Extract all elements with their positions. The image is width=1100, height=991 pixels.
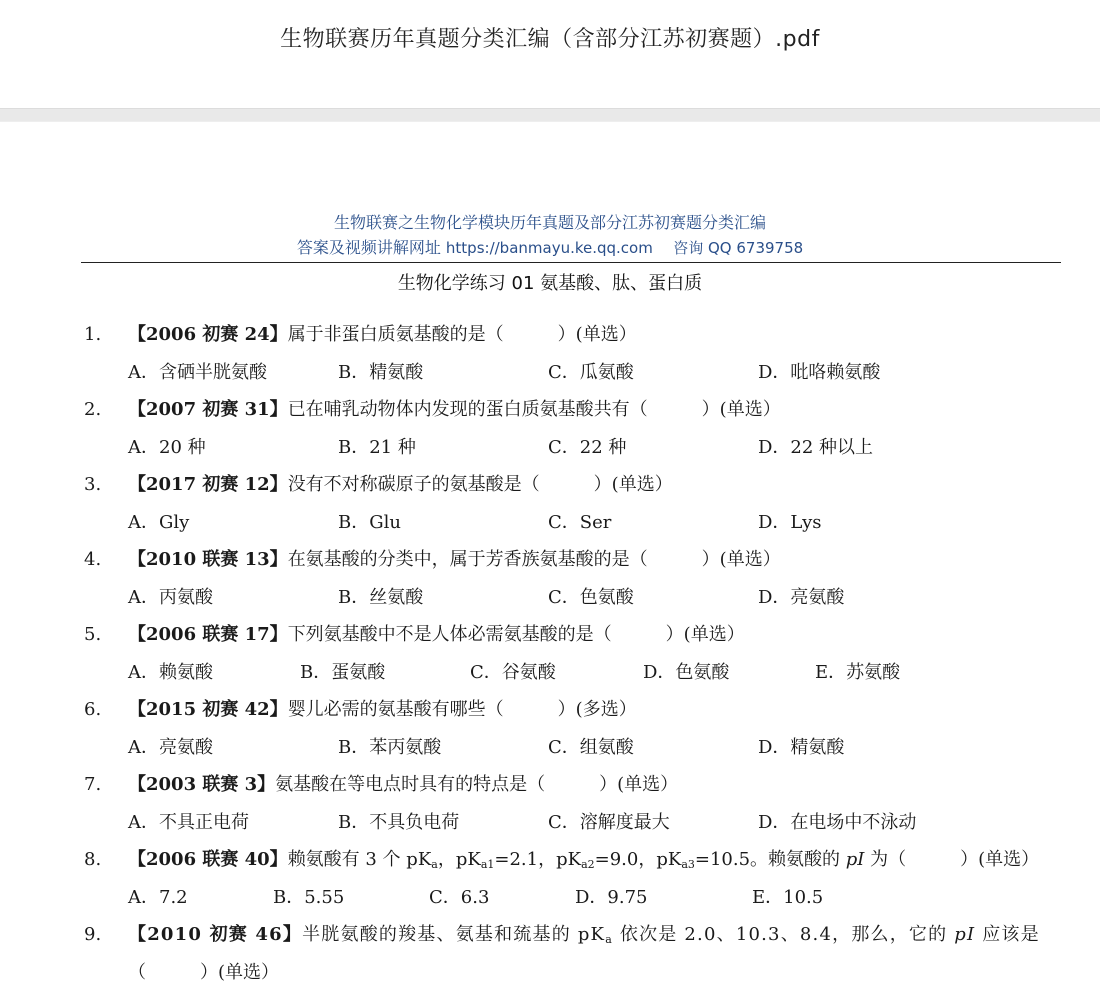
- question-list: [0, 316, 1100, 991]
- viewer-header: [0, 0, 1100, 108]
- option-c: C．6.3: [429, 879, 489, 917]
- pdf-page: [0, 122, 1100, 990]
- header-line-1: 生物联赛之生物化学模块历年真题及部分江苏初赛题分类汇编: [0, 210, 1100, 236]
- question-8: [0, 841, 1100, 916]
- header-contact: 咨询 QQ 6739758: [673, 239, 803, 257]
- option-e: E．10.5: [752, 879, 823, 917]
- option-c: C．Ser: [548, 504, 611, 542]
- option-c: C．22 种: [548, 429, 626, 467]
- option-a: A．不具正电荷: [128, 804, 249, 842]
- question-tag: 【2006 联赛 17】: [128, 624, 288, 645]
- question-9: [0, 916, 1100, 991]
- option-d: D．Lys: [758, 504, 821, 542]
- question-5: [0, 616, 1100, 691]
- question-text: 婴儿必需的氨基酸有哪些（ ）(多选）: [288, 699, 637, 720]
- question-tag: 【2015 初赛 42】: [128, 699, 288, 720]
- option-b: B．Glu: [338, 504, 401, 542]
- options-row: [0, 429, 1100, 467]
- question-4: [0, 541, 1100, 616]
- option-b: B．精氨酸: [338, 354, 423, 392]
- options-row: [0, 804, 1100, 842]
- section-title: 生物化学练习 01 氨基酸、肽、蛋白质: [0, 269, 1100, 295]
- option-a: A．含硒半胱氨酸: [128, 354, 267, 392]
- option-b: B．蛋氨酸: [300, 654, 385, 692]
- header-rule: [81, 262, 1061, 263]
- question-number: 8.: [84, 841, 101, 879]
- question-tag: 【2017 初赛 12】: [128, 474, 288, 495]
- option-d: D．亮氨酸: [758, 579, 844, 617]
- question-number: 3.: [84, 466, 101, 504]
- header-url-link[interactable]: https://banmayu.ke.qq.com: [446, 239, 653, 257]
- option-a: A．20 种: [128, 429, 206, 467]
- option-d: D．吡咯赖氨酸: [758, 354, 880, 392]
- options-row: [0, 879, 1100, 917]
- question-tag: 【2010 联赛 13】: [128, 549, 288, 570]
- option-a: A．丙氨酸: [128, 579, 213, 617]
- question-number: 7.: [84, 766, 101, 804]
- question-text: 没有不对称碳原子的氨基酸是（ ）(单选）: [288, 474, 673, 495]
- option-c: C．组氨酸: [548, 729, 634, 767]
- option-d: D．9.75: [575, 879, 648, 917]
- question-7: [0, 766, 1100, 841]
- header-line-2: [0, 236, 1100, 260]
- option-a: A．赖氨酸: [128, 654, 213, 692]
- options-row: [0, 354, 1100, 392]
- question-number: 9.: [84, 916, 101, 954]
- question-tag: 【2006 联赛 40】: [128, 849, 288, 870]
- question-2: [0, 391, 1100, 466]
- question-tag: 【2003 联赛 3】: [128, 774, 275, 795]
- question-tag: 【2010 初赛 46】: [128, 924, 302, 945]
- page-separator: [0, 108, 1100, 122]
- question-number: 2.: [84, 391, 101, 429]
- question-text: 属于非蛋白质氨基酸的是（ ）(单选）: [288, 324, 637, 345]
- question-tag: 【2006 初赛 24】: [128, 324, 288, 345]
- question-number: 4.: [84, 541, 101, 579]
- option-c: C．色氨酸: [548, 579, 634, 617]
- question-1: [0, 316, 1100, 391]
- question-number: 1.: [84, 316, 101, 354]
- option-b: B．苯丙氨酸: [338, 729, 441, 767]
- question-text: 氨基酸在等电点时具有的特点是（ ）(单选）: [275, 774, 678, 795]
- option-e: E．苏氨酸: [815, 654, 900, 692]
- question-text: 已在哺乳动物体内发现的蛋白质氨基酸共有（ ）(单选）: [288, 399, 781, 420]
- option-c: C．谷氨酸: [470, 654, 556, 692]
- option-c: C．溶解度最大: [548, 804, 670, 842]
- option-b: B．丝氨酸: [338, 579, 423, 617]
- option-a: A．亮氨酸: [128, 729, 213, 767]
- options-row: [0, 729, 1100, 767]
- question-number: 6.: [84, 691, 101, 729]
- option-b: B．5.55: [273, 879, 344, 917]
- header-prefix: 答案及视频讲解网址: [297, 238, 446, 257]
- option-a: A．Gly: [128, 504, 189, 542]
- option-b: B．21 种: [338, 429, 416, 467]
- option-a: A．7.2: [128, 879, 188, 917]
- options-row: [0, 579, 1100, 617]
- question-continuation: [0, 954, 1100, 991]
- document-title: 生物联赛历年真题分类汇编（含部分江苏初赛题）.pdf: [0, 22, 1100, 53]
- question-text: 赖氨酸有 3 个 $pK_a$，$pK_{a1}=2.1$，$pK_{a2}=9.0$，$pK_{a3}=10.5$。赖氨酸的 pI 为（ ）(单选）: [288, 849, 1039, 870]
- options-row: [0, 654, 1100, 692]
- option-d: D．精氨酸: [758, 729, 844, 767]
- question-text: 在氨基酸的分类中，属于芳香族氨基酸的是（ ）(单选）: [288, 549, 781, 570]
- option-d: D．色氨酸: [643, 654, 729, 692]
- option-c: C．瓜氨酸: [548, 354, 634, 392]
- option-d: D．22 种以上: [758, 429, 873, 467]
- question-3: [0, 466, 1100, 541]
- option-d: D．在电场中不泳动: [758, 804, 916, 842]
- question-6: [0, 691, 1100, 766]
- options-row: [0, 504, 1100, 542]
- continuation-text: （ ）(单选）: [128, 954, 279, 991]
- page-header: [0, 210, 1100, 260]
- question-text: 半胱氨酸的羧基、氨基和巯基的 $pK_a$ 依次是 2.0、10.3、8.4，那么，它的 pI 应该是: [302, 924, 1040, 945]
- question-number: 5.: [84, 616, 101, 654]
- question-text: 下列氨基酸中不是人体必需氨基酸的是（ ）(单选）: [288, 624, 745, 645]
- question-tag: 【2007 初赛 31】: [128, 399, 288, 420]
- option-b: B．不具负电荷: [338, 804, 459, 842]
